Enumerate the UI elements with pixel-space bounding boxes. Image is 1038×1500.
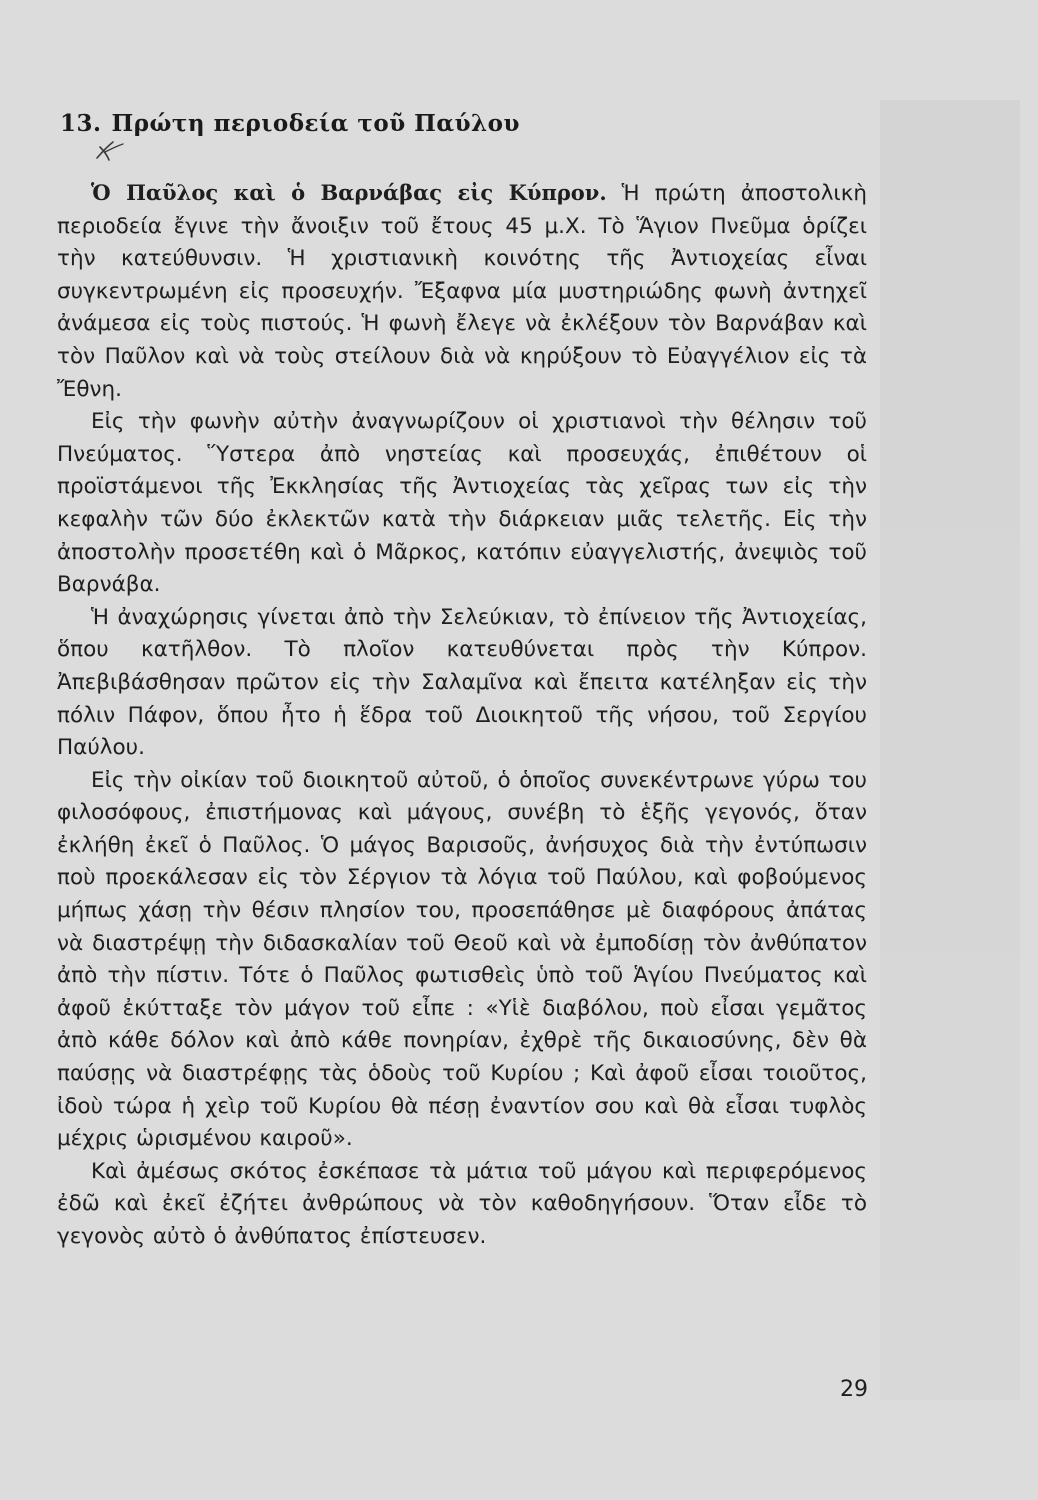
chapter-heading	[60, 110, 520, 137]
chapter-number: 13.	[60, 110, 102, 137]
paragraph-1-lead: Ὁ Παῦλος καὶ ὁ Βαρνάβας εἰς Κύπρον.	[91, 180, 607, 205]
paragraph-1-text: Ἡ πρώτη ἀποστολικὴ περιοδεία ἔγινε τὴν ἄνοιξιν τοῦ ἔτους 45 μ.Χ. Τὸ Ἅγιον Πνεῦμα ὁρίζει τὴν κατεύθυνσιν. Ἡ χριστιανικὴ κοινότης τῆς Ἀντιοχείας εἶναι συγκεντρωμένη εἰς προσευχήν. Ἔξαφνα μία μυστηριώδης φωνὴ ἀντηχεῖ ἀνάμεσα εἰς τοὺς πιστούς. Ἡ φωνὴ ἔλεγε νὰ ἐκλέξουν τὸν Βαρνάβαν καὶ τὸν Παῦλον καὶ νὰ τοὺς στείλουν διὰ νὰ κηρύξουν τὸ Εὐαγγέλιον εἰς τὰ Ἔθνη.	[57, 181, 867, 402]
paragraph-2: Εἰς τὴν φωνὴν αὐτὴν ἀναγνωρίζουν οἱ χριστιανοὶ τὴν θέλησιν τοῦ Πνεύματος. Ὕστερα ἀπὸ νηστείας καὶ προσευχάς, ἐπιθέτουν οἱ προϊστάμενοι τῆς Ἐκκλησίας τῆς Ἀντιοχείας τὰς χεῖρας των εἰς τὴν κεφαλὴν τῶν δύο ἐκλεκτῶν κατὰ τὴν διάρκειαν μιᾶς τελετῆς. Εἰς τὴν ἀποστολὴν προσετέθη καὶ ὁ Μᾶρκος, κατόπιν εὐαγγελιστής, ἀνεψιὸς τοῦ Βαρνάβα.	[57, 409, 867, 598]
body-text	[57, 177, 867, 1254]
chapter-title: Πρώτη περιοδεία τοῦ Παύλου	[111, 110, 520, 137]
paragraph-1	[57, 177, 867, 406]
paragraph-5: Καὶ ἀμέσως σκότος ἐσκέπασε τὰ μάτια τοῦ μάγου καὶ περιφερόμενος ἐδῶ καὶ ἐκεῖ ἐζήτει ἀνθρώπους νὰ τὸν καθοδηγήσουν. Ὅταν εἶδε τὸ γεγονὸς αὐτὸ ὁ ἀνθύπατος ἐπίστευσεν.	[57, 1158, 867, 1249]
show-through-shadow	[880, 100, 1020, 1400]
page-number: 29	[840, 1377, 868, 1402]
paragraph-3: Ἡ ἀναχώρησις γίνεται ἀπὸ τὴν Σελεύκιαν, τὸ ἐπίνειον τῆς Ἀντιοχείας, ὅπου κατῆλθον. Τὸ πλοῖον κατευθύνεται πρὸς τὴν Κύπρον. Ἀπεβιβάσθησαν πρῶτον εἰς τὴν Σαλαμῖνα καὶ ἔπειτα κατέληξαν εἰς τὴν πόλιν Πάφον, ὅπου ἦτο ἡ ἕδρα τοῦ Διοικητοῦ τῆς νήσου, τοῦ Σεργίου Παύλου.	[57, 604, 867, 761]
pencil-check-mark-icon	[94, 140, 126, 162]
paragraph-4: Εἰς τὴν οἰκίαν τοῦ διοικητοῦ αὐτοῦ, ὁ ὁποῖος συνεκέντρωνε γύρω του φιλοσόφους, ἐπιστήμονας καὶ μάγους, συνέβη τὸ ἑξῆς γεγονός, ὅταν ἐκλήθη ἐκεῖ ὁ Παῦλος. Ὁ μάγος Βαρισοῦς, ἀνήσυχος διὰ τὴν ἐντύπωσιν ποὺ προεκάλεσαν εἰς τὸν Σέργιον τὰ λόγια τοῦ Παύλου, καὶ φοβούμενος μήπως χάσῃ τὴν θέσιν πλησίον του, προσεπάθησε μὲ διαφόρους ἀπάτας νὰ διαστρέψῃ τὴν διδασκαλίαν τοῦ Θεοῦ καὶ νὰ ἐμποδίσῃ τὸν ἀνθύπατον ἀπὸ τὴν πίστιν. Τότε ὁ Παῦλος φωτισθεὶς ὑπὸ τοῦ Ἁγίου Πνεύματος καὶ ἀφοῦ ἐκύτταξε τὸν μάγον τοῦ εἶπε : «Υἱὲ διαβόλου, ποὺ εἶσαι γεμᾶτος ἀπὸ κάθε δόλον καὶ ἀπὸ κάθε πονηρίαν, ἐχθρὲ τῆς δικαιοσύνης, δὲν θὰ παύσῃς νὰ διαστρέφῃς τὰς ὁδοὺς τοῦ Κυρίου ; Καὶ ἀφοῦ εἶσαι τοιοῦτος, ἰδοὺ τώρα ἡ χεὶρ τοῦ Κυρίου θὰ πέσῃ ἐναντίον σου καὶ θὰ εἶσαι τυφλὸς μέχρις ὡρισμένου καιροῦ».	[57, 767, 867, 1152]
